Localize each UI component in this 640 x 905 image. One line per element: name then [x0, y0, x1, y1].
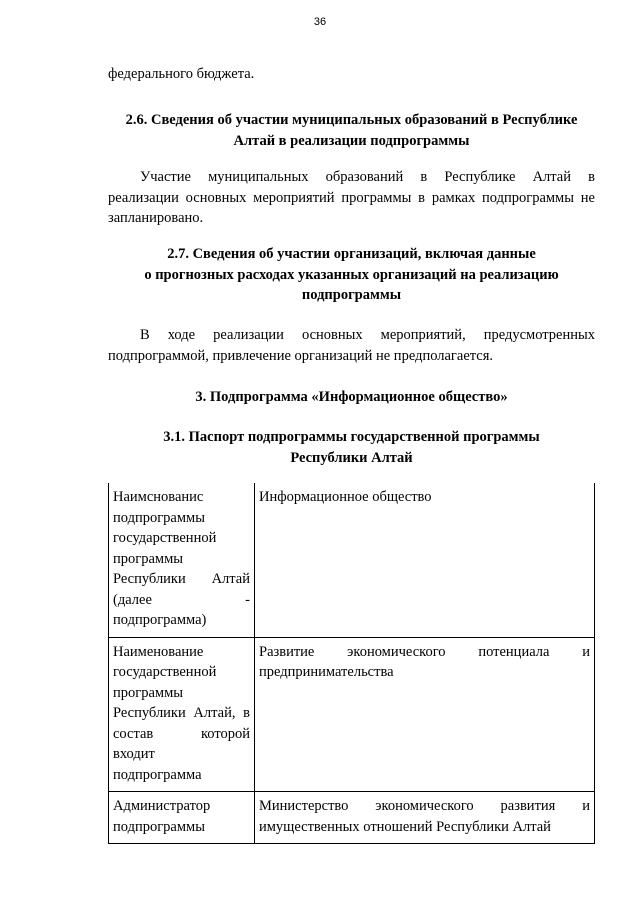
label-line: Наимснованис: [113, 489, 204, 505]
label-line: подпрограммы: [113, 818, 205, 835]
table-cell-label: [109, 792, 255, 844]
section-2-7-title: [108, 244, 595, 306]
table-row: [109, 637, 595, 792]
section-2-6-title-line-1: 2.6. Сведения об участии муниципальных образований в Республике: [125, 112, 578, 128]
section-2-6-body-line-3: запланировано.: [108, 210, 204, 226]
section-2-7-title-line-3: подпрограммы: [301, 287, 402, 303]
table-row: [109, 792, 595, 844]
section-3-1-title-line-2: Республики Алтай: [290, 449, 413, 466]
section-2-7-body-line-2: подпрограммой, привлечение организаций не предполагается.: [108, 347, 493, 364]
section-3-1-title-line-1: 3.1. Паспорт подпрограммы государственной программы: [163, 429, 540, 445]
section-2-6-body: [108, 167, 595, 229]
section-2-6-body-line-1: Участие муниципальных образований в Республике Алтай в: [140, 169, 595, 185]
section-2-7-body: [108, 325, 595, 366]
label-line: государственной: [113, 664, 217, 680]
label-line: программы: [113, 684, 183, 701]
label-line: Республики Алтай: [113, 571, 250, 587]
section-2-6-title: [108, 110, 595, 151]
table-cell-label: [109, 483, 255, 637]
table-cell-label: [109, 637, 255, 792]
table-cell-value: [255, 637, 595, 792]
value-line: имущественных отношений Республики Алтай: [259, 818, 551, 835]
label-line: Администратор: [113, 798, 211, 814]
passport-table: [108, 483, 595, 844]
value-line: Развитие экономического потенциала и: [259, 643, 590, 660]
continuation-line: федерального бюджета.: [108, 66, 255, 82]
section-3-title-text: 3. Подпрограмма «Информационное общество»: [195, 389, 508, 405]
label-line: Наименование: [113, 643, 204, 660]
value-line: предпринимательства: [259, 664, 394, 680]
label-line: подпрограмма: [113, 766, 202, 783]
label-line: (далее -: [113, 591, 250, 608]
value-line: Министерство экономического развития и: [259, 798, 590, 814]
table-row: [109, 483, 595, 637]
label-line: входит: [113, 746, 155, 762]
value-line: Информационное общество: [259, 489, 432, 505]
label-line: программы: [113, 550, 183, 567]
table-cell-value: [255, 483, 595, 637]
continuation-text: [108, 64, 595, 85]
section-2-7-title-line-1: 2.7. Сведения об участии организаций, включая данные: [167, 246, 536, 262]
section-2-6-body-line-2: реализации основных мероприятий программы в рамках подпрограммы не: [108, 189, 595, 206]
table-cell-value: [255, 792, 595, 844]
page-number: 36: [313, 16, 327, 28]
section-2-6-title-line-2: Алтай в реализации подпрограммы: [233, 132, 470, 149]
section-3-1-title: [108, 427, 595, 468]
label-line: государственной: [113, 530, 217, 546]
section-3-title: [108, 387, 595, 408]
section-2-7-body-line-1: В ходе реализации основных мероприятий, предусмотренных: [140, 327, 595, 343]
label-line: подпрограммы: [113, 509, 205, 526]
label-line: состав которой: [113, 725, 250, 742]
label-line: Республики Алтай, в: [113, 705, 250, 721]
label-line: подпрограмма): [113, 612, 207, 628]
section-2-7-title-line-2: о прогнозных расходах указанных организаций на реализацию: [144, 266, 559, 283]
